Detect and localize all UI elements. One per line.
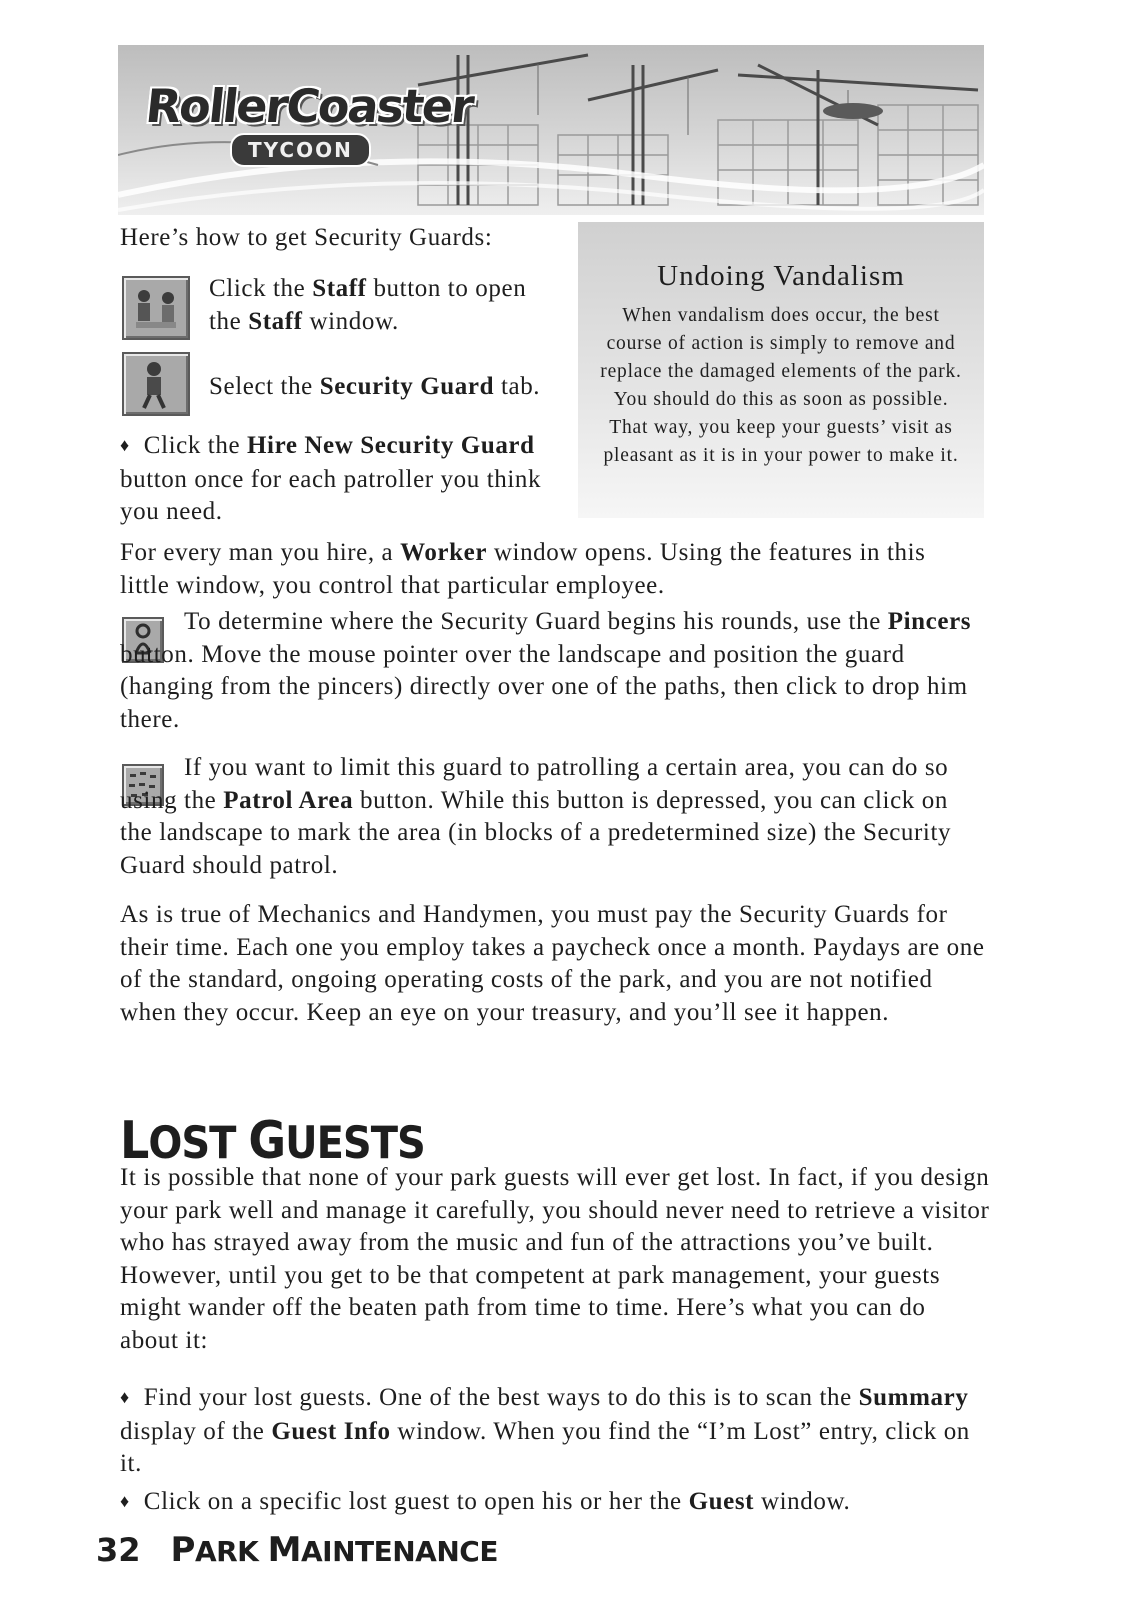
bullet-icon: ♦	[120, 435, 130, 455]
intro-text: Here’s how to get Security Guards:	[120, 224, 493, 251]
logo-title: RollerCoaster	[143, 79, 475, 133]
find-lost-guests-bullet: ♦ Find your lost guests. One of the best ways to do this is to scan the Summary display of the Guest Info window. When you find the “I’m Lost” entry, click on it.	[120, 1384, 970, 1477]
worker-label: Worker	[400, 539, 488, 566]
chapter-title: PARK MAINTENANCE	[170, 1530, 498, 1570]
summary-label: Summary	[858, 1384, 969, 1411]
page-number: 32	[96, 1531, 141, 1569]
game-logo	[138, 57, 475, 177]
lost-guests-paragraph: It is possible that none of your park guests will ever get lost. In fact, if you design your park well and manage it carefully, you should never need to retrieve a visitor who has strayed away from the music and fun of the attractions you’ve built. However, until you get to be that competent at park management, your guests might wander off the beaten path from time to time. Here’s what you can do about it:	[120, 1164, 990, 1354]
bullet-icon: ♦	[120, 1387, 130, 1407]
step-staff-text: Click the Staff button to open the Staff window.	[209, 275, 527, 335]
worker-paragraph: For every man you hire, a Worker window opens. Using the features in this little window, you control that particular employee.	[120, 539, 926, 599]
pincers-paragraph: To determine where the Security Guard begins his rounds, use the Pincers button. Move the mouse pointer over the landscape and position the guard (hanging from the pincers) directly over one of the paths, then click to drop him there.	[120, 608, 972, 733]
staff-icon	[122, 276, 190, 340]
staff-label: Staff	[312, 275, 367, 302]
page-footer	[96, 1530, 498, 1570]
bullet-icon: ♦	[120, 1491, 130, 1511]
paydays-paragraph: As is true of Mechanics and Handymen, you must pay the Security Guards for their time. Each one you employ takes a paycheck once a month. Paydays are one of the standard, ongoing operating costs of the park, and you are not notified when they occur. Keep an eye on your treasury, and you’ll see it happen.	[120, 901, 985, 1026]
hire-new-security-guard-label: Hire New Security Guard	[247, 432, 535, 459]
security-guard-tab-label: Security Guard	[319, 373, 495, 400]
guest-info-label: Guest Info	[271, 1417, 391, 1445]
staff-window-label: Staff	[248, 307, 303, 335]
sidebar-title: Undoing Vandalism	[657, 260, 905, 292]
click-lost-guest-bullet: ♦ Click on a specific lost guest to open his or her the Guest window.	[120, 1488, 851, 1515]
patrol-area-paragraph: If you want to limit this guard to patrolling a certain area, you can do so using the Patrol Area button. While this button is depressed, you can click on the landscape to mark the area (in blocks of a predetermined size) the Security Guard should patrol.	[120, 754, 952, 879]
sidebar-text: When vandalism does occur, the best course of action is simply to remove and replace the damaged elements of the park. You should do this as soon as possible. That way, you keep your guests’ visit as pleasant as it is in your power to make it.	[600, 305, 962, 466]
security-guard-icon	[122, 352, 190, 416]
header-banner	[118, 45, 984, 215]
hire-bullet-text: ♦ Click the Hire New Security Guard button once for each patroller you think you need.	[120, 432, 542, 525]
patrol-area-label: Patrol Area	[223, 786, 354, 814]
guest-label: Guest	[688, 1488, 755, 1515]
pincers-label: Pincers	[887, 608, 972, 635]
undoing-vandalism-sidebar	[578, 222, 984, 518]
lost-guests-heading: LOST GUESTS	[120, 1110, 425, 1171]
logo-subtitle: TYCOON	[230, 133, 371, 167]
step-security-guard-text: Select the Security Guard tab.	[209, 373, 541, 400]
